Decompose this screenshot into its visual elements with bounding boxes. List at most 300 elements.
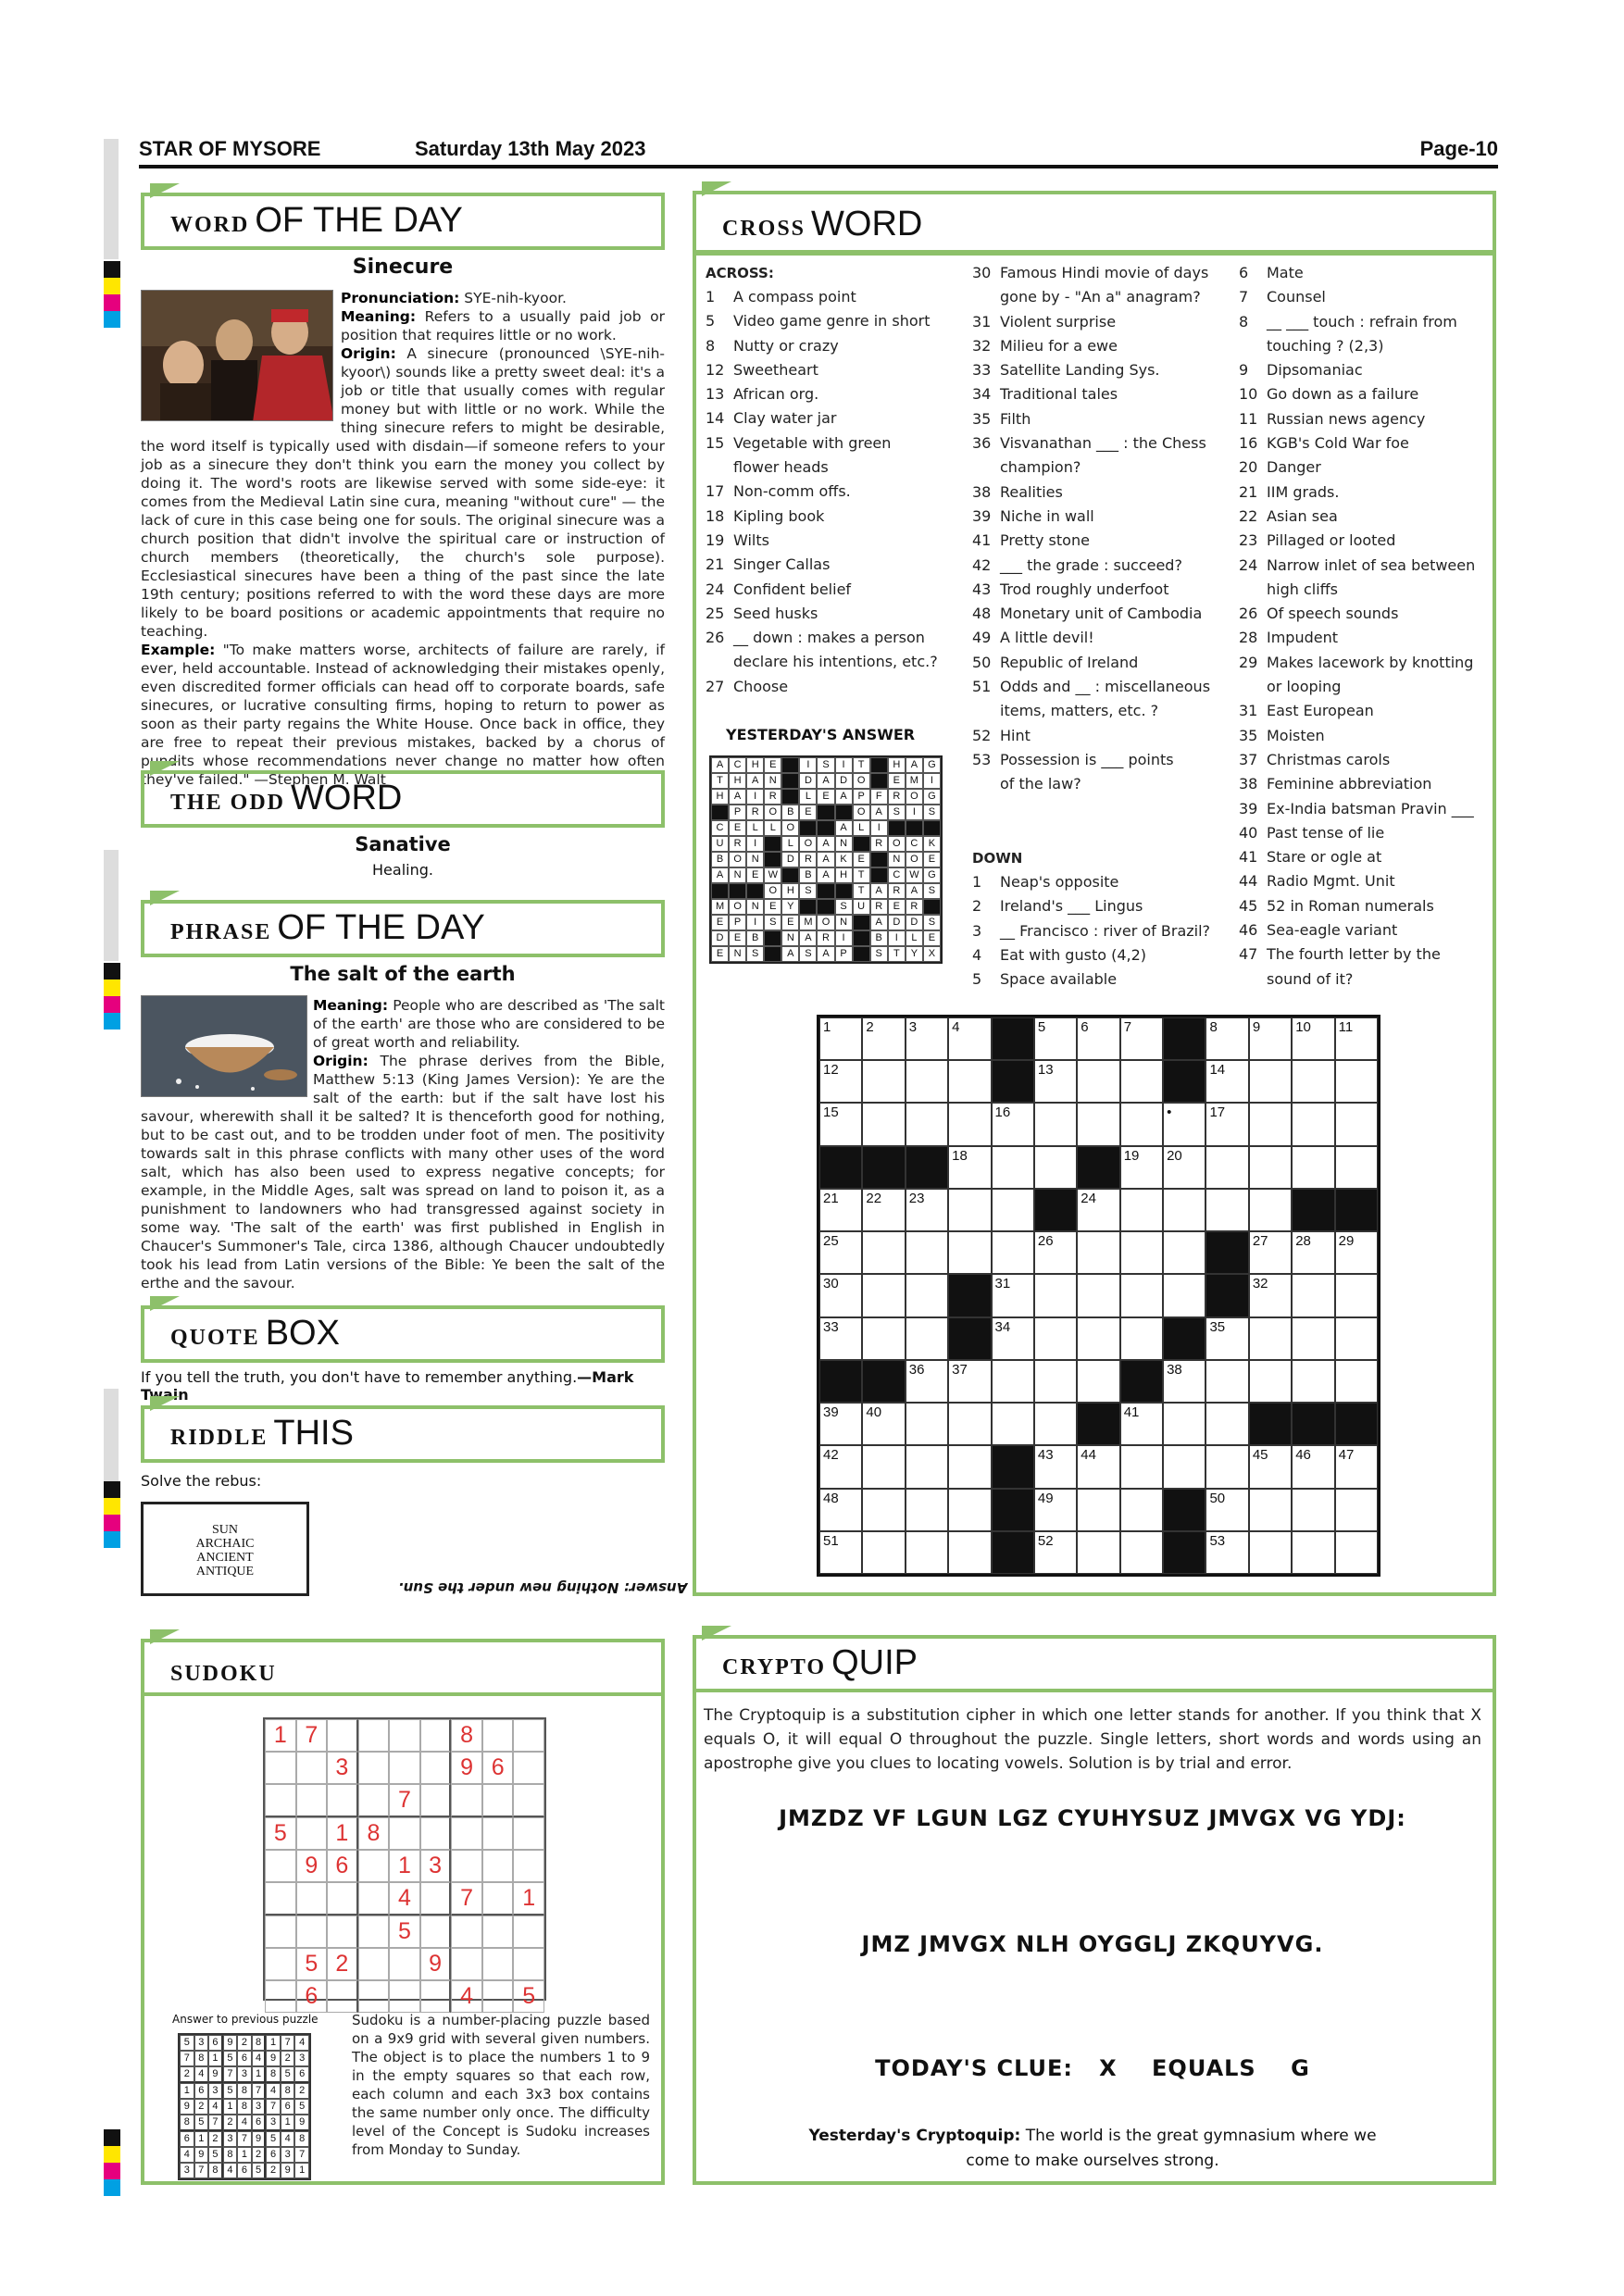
grid-cell[interactable] <box>1335 1489 1378 1531</box>
answer-cell: W <box>764 867 781 883</box>
grid-cell[interactable] <box>948 1403 991 1445</box>
sudoku-cell[interactable] <box>327 1915 358 1948</box>
clue-number: 1 <box>972 873 982 891</box>
grid-cell[interactable] <box>1292 1489 1334 1531</box>
grid-cell[interactable]: 6 <box>1077 1017 1119 1060</box>
grid-cell[interactable] <box>1120 1231 1163 1274</box>
clue-text: __ Francisco : river of Brazil? <box>1000 921 1211 940</box>
sudoku-cell[interactable] <box>420 1882 452 1915</box>
answer-cell: U <box>711 836 729 852</box>
sudoku-cell[interactable] <box>420 1719 452 1752</box>
clue <box>706 626 965 650</box>
sudoku-cell[interactable] <box>265 1882 296 1915</box>
quote-heading <box>141 1305 665 1363</box>
answer-cell <box>781 773 799 789</box>
grid-cell[interactable] <box>1335 1360 1378 1403</box>
sudoku-cell[interactable] <box>482 1980 514 2013</box>
grid-cell[interactable] <box>1292 1060 1334 1103</box>
grid-cell[interactable] <box>1034 1146 1077 1189</box>
answer-cell: 3 <box>252 2099 267 2115</box>
grid-cell[interactable]: 22 <box>862 1189 905 1231</box>
grid-cell[interactable] <box>906 1103 948 1145</box>
answer-cell: 9 <box>194 2147 209 2163</box>
sudoku-cell[interactable] <box>296 1784 328 1817</box>
sudoku-cell[interactable] <box>389 1752 420 1784</box>
black-square <box>992 1531 1034 1574</box>
sudoku-cell[interactable] <box>296 1915 328 1948</box>
grid-cell[interactable] <box>1034 1317 1077 1360</box>
sudoku-cell[interactable]: 7 <box>296 1719 328 1752</box>
grid-cell[interactable]: 8 <box>1206 1017 1248 1060</box>
grid-cell[interactable] <box>1292 1360 1334 1403</box>
sudoku-cell[interactable] <box>451 1850 482 1882</box>
grid-cell[interactable] <box>862 1531 905 1574</box>
grid-cell[interactable]: 11 <box>1335 1017 1378 1060</box>
grid-cell[interactable] <box>1292 1317 1334 1360</box>
answer-cell: 8 <box>294 2131 309 2147</box>
black-square <box>1120 1360 1163 1403</box>
clue <box>1239 334 1489 358</box>
sudoku-cell[interactable] <box>358 1784 390 1817</box>
grid-cell[interactable] <box>1120 1189 1163 1231</box>
grid-cell[interactable] <box>1206 1189 1248 1231</box>
sudoku-cell[interactable] <box>358 1882 390 1915</box>
sudoku-cell[interactable] <box>327 1882 358 1915</box>
grid-cell[interactable] <box>862 1489 905 1531</box>
grid-cell[interactable]: 5 <box>1034 1017 1077 1060</box>
grid-cell[interactable] <box>906 1060 948 1103</box>
black-square <box>1034 1189 1077 1231</box>
grid-cell[interactable] <box>992 1403 1034 1445</box>
answer-cell: 1 <box>208 2051 223 2066</box>
grid-cell[interactable] <box>1249 1060 1292 1103</box>
sudoku-cell[interactable]: 1 <box>513 1882 544 1915</box>
grid-cell[interactable]: 32 <box>1249 1274 1292 1316</box>
grid-cell[interactable]: 16 <box>992 1103 1034 1145</box>
sudoku-cell[interactable] <box>358 1850 390 1882</box>
sudoku-cell[interactable] <box>327 1719 358 1752</box>
down-clues-1 <box>972 870 1231 992</box>
grid-cell[interactable] <box>948 1231 991 1274</box>
grid-cell[interactable] <box>1292 1531 1334 1574</box>
sudoku-cell[interactable] <box>358 1948 390 1980</box>
grid-cell[interactable] <box>906 1403 948 1445</box>
grid-cell[interactable] <box>1292 1103 1334 1145</box>
grid-cell[interactable] <box>992 1146 1034 1189</box>
answer-cell: 5 <box>223 2051 238 2066</box>
grid-cell[interactable] <box>948 1531 991 1574</box>
answer-cell: L <box>853 820 870 836</box>
grid-cell[interactable] <box>1249 1317 1292 1360</box>
clue-text: 52 in Roman numerals <box>1267 896 1434 915</box>
grid-cell[interactable]: 18 <box>948 1146 991 1189</box>
grid-cell[interactable] <box>1077 1317 1119 1360</box>
grid-cell[interactable] <box>906 1231 948 1274</box>
clue-text: Possession is ___ points <box>1000 750 1174 768</box>
sudoku-cell[interactable] <box>513 1719 544 1752</box>
grid-cell[interactable]: 40 <box>862 1403 905 1445</box>
grid-cell[interactable] <box>1335 1274 1378 1316</box>
sudoku-cell[interactable] <box>327 1784 358 1817</box>
grid-cell[interactable]: 9 <box>1249 1017 1292 1060</box>
grid-cell[interactable]: 3 <box>906 1017 948 1060</box>
sudoku-cell[interactable] <box>389 1719 420 1752</box>
grid-cell[interactable] <box>1163 1231 1206 1274</box>
grid-cell[interactable] <box>1206 1360 1248 1403</box>
sudoku-cell[interactable]: 9 <box>451 1752 482 1784</box>
grid-cell[interactable] <box>1335 1060 1378 1103</box>
grid-cell[interactable] <box>948 1189 991 1231</box>
grid-cell[interactable]: 49 <box>1034 1489 1077 1531</box>
clue-text: Sweetheart <box>733 360 818 379</box>
grid-cell[interactable]: 27 <box>1249 1231 1292 1274</box>
sudoku-cell[interactable] <box>513 1817 544 1850</box>
grid-cell[interactable] <box>1077 1231 1119 1274</box>
sudoku-cell[interactable] <box>265 1850 296 1882</box>
grid-cell[interactable]: 21 <box>819 1189 862 1231</box>
clue <box>706 650 965 674</box>
grid-cell[interactable]: 26 <box>1034 1231 1077 1274</box>
sudoku-cell[interactable] <box>358 1980 390 2013</box>
sudoku-cell[interactable]: 5 <box>513 1980 544 2013</box>
clue-number: 15 <box>706 433 725 452</box>
grid-cell[interactable] <box>1335 1103 1378 1145</box>
clue <box>1239 699 1489 723</box>
sudoku-cell[interactable]: 1 <box>265 1719 296 1752</box>
grid-cell[interactable] <box>906 1531 948 1574</box>
grid-cell[interactable]: 38 <box>1163 1360 1206 1403</box>
grid-cell[interactable]: 1 <box>819 1017 862 1060</box>
sudoku-cell[interactable]: 4 <box>451 1980 482 2013</box>
grid-cell[interactable]: 29 <box>1335 1231 1378 1274</box>
sudoku-cell[interactable] <box>296 1882 328 1915</box>
grid-cell[interactable] <box>1249 1531 1292 1574</box>
grid-cell[interactable] <box>1163 1445 1206 1488</box>
answer-cell: D <box>906 915 923 930</box>
sudoku-cell[interactable] <box>513 1915 544 1948</box>
answer-cell: A <box>835 820 853 836</box>
grid-cell[interactable]: 25 <box>819 1231 862 1274</box>
grid-cell[interactable]: 48 <box>819 1489 862 1531</box>
clue <box>1239 724 1489 748</box>
grid-cell[interactable] <box>948 1103 991 1145</box>
grid-cell[interactable] <box>1120 1103 1163 1145</box>
grid-cell[interactable]: 47 <box>1335 1445 1378 1488</box>
grid-cell[interactable] <box>1034 1403 1077 1445</box>
sudoku-cell[interactable]: 1 <box>327 1817 358 1850</box>
grid-cell[interactable]: 4 <box>948 1017 991 1060</box>
grid-cell[interactable] <box>1206 1146 1248 1189</box>
grid-cell[interactable] <box>906 1317 948 1360</box>
grid-cell[interactable]: 46 <box>1292 1445 1334 1488</box>
sudoku-cell[interactable]: 5 <box>265 1817 296 1850</box>
grid-cell[interactable] <box>862 1445 905 1488</box>
grid-cell[interactable]: 20 <box>1163 1146 1206 1189</box>
sudoku-cell[interactable] <box>358 1719 390 1752</box>
crossword-grid[interactable] <box>817 1015 1380 1577</box>
grid-cell[interactable]: 50 <box>1206 1489 1248 1531</box>
answer-cell: E <box>799 805 817 820</box>
sudoku-cell[interactable] <box>358 1915 390 1948</box>
answer-cell: Y <box>906 946 923 962</box>
clue-text: touching ? (2,3) <box>1267 336 1384 355</box>
answer-cell: 1 <box>266 2035 281 2051</box>
grid-cell[interactable]: 33 <box>819 1317 862 1360</box>
sudoku-cell[interactable]: 3 <box>327 1752 358 1784</box>
grid-cell[interactable] <box>1249 1360 1292 1403</box>
grid-cell[interactable]: 12 <box>819 1060 862 1103</box>
answer-cell: R <box>870 836 888 852</box>
grid-cell[interactable] <box>1163 1189 1206 1231</box>
answer-cell: A <box>870 805 888 820</box>
grid-cell[interactable] <box>1120 1060 1163 1103</box>
sudoku-grid[interactable] <box>263 1717 546 2009</box>
sudoku-cell[interactable]: 7 <box>389 1784 420 1817</box>
grid-cell[interactable] <box>1249 1103 1292 1145</box>
clue-text: Past tense of lie <box>1267 823 1385 842</box>
grid-cell[interactable] <box>1249 1146 1292 1189</box>
clue-text: Moisten <box>1267 726 1325 744</box>
grid-cell[interactable] <box>1077 1103 1119 1145</box>
grid-cell[interactable]: 10 <box>1292 1017 1334 1060</box>
answer-cell: E <box>729 820 746 836</box>
clue-number: 47 <box>1239 945 1258 964</box>
sudoku-cell[interactable] <box>296 1817 328 1850</box>
sudoku-cell[interactable] <box>420 1817 452 1850</box>
sudoku-cell[interactable] <box>482 1817 514 1850</box>
yesterday-cryptoquip <box>806 2124 1380 2174</box>
sudoku-cell[interactable] <box>482 1915 514 1948</box>
grid-cell[interactable]: 24 <box>1077 1189 1119 1231</box>
grid-cell[interactable] <box>1034 1360 1077 1403</box>
grid-cell[interactable] <box>1206 1403 1248 1445</box>
grid-cell[interactable] <box>1120 1489 1163 1531</box>
grid-cell[interactable] <box>1034 1274 1077 1316</box>
grid-cell[interactable] <box>1077 1489 1119 1531</box>
clue <box>972 967 1231 992</box>
grid-cell[interactable] <box>992 1231 1034 1274</box>
grid-cell[interactable]: 13 <box>1034 1060 1077 1103</box>
grid-cell[interactable]: 19 <box>1120 1146 1163 1189</box>
answer-cell: N <box>746 899 764 915</box>
sudoku-cell[interactable]: 7 <box>451 1882 482 1915</box>
clue-number: 29 <box>1239 653 1258 671</box>
answer-cell <box>711 883 729 899</box>
grid-cell[interactable]: 31 <box>992 1274 1034 1316</box>
sudoku-cell[interactable]: 4 <box>389 1882 420 1915</box>
grid-cell[interactable]: 14 <box>1206 1060 1248 1103</box>
grid-cell[interactable]: 42 <box>819 1445 862 1488</box>
clue-number: 38 <box>972 482 992 501</box>
grid-cell[interactable] <box>906 1445 948 1488</box>
answer-cell: M <box>711 899 729 915</box>
grid-cell[interactable]: 2 <box>862 1017 905 1060</box>
answer-cell: 6 <box>281 2099 295 2115</box>
grid-cell[interactable] <box>948 1489 991 1531</box>
answer-cell: I <box>923 773 941 789</box>
sudoku-cell[interactable]: 8 <box>451 1719 482 1752</box>
answer-cell: 9 <box>294 2115 309 2131</box>
sudoku-cell[interactable] <box>265 1784 296 1817</box>
grid-cell[interactable]: 43 <box>1034 1445 1077 1488</box>
black-square <box>1249 1403 1292 1445</box>
grid-cell[interactable] <box>992 1189 1034 1231</box>
grid-cell[interactable]: 36 <box>906 1360 948 1403</box>
answer-cell: O <box>906 852 923 867</box>
grid-cell[interactable] <box>1335 1317 1378 1360</box>
grid-cell[interactable]: 17 <box>1206 1103 1248 1145</box>
clue-text: A little devil! <box>1000 629 1094 647</box>
sudoku-cell[interactable] <box>482 1850 514 1882</box>
answer-cell: S <box>799 883 817 899</box>
grid-cell[interactable] <box>1077 1274 1119 1316</box>
sudoku-cell[interactable] <box>513 1948 544 1980</box>
answer-cell: 9 <box>252 2131 267 2147</box>
grid-cell[interactable]: 7 <box>1120 1017 1163 1060</box>
grid-cell[interactable] <box>1163 1403 1206 1445</box>
grid-cell[interactable] <box>862 1317 905 1360</box>
sudoku-cell[interactable] <box>389 1817 420 1850</box>
clue <box>972 943 1231 967</box>
sudoku-cell[interactable]: 2 <box>327 1948 358 1980</box>
grid-cell[interactable] <box>1292 1274 1334 1316</box>
grid-cell[interactable] <box>862 1231 905 1274</box>
sudoku-cell[interactable]: 6 <box>327 1850 358 1882</box>
sudoku-cell[interactable] <box>451 1784 482 1817</box>
sudoku-cell[interactable] <box>451 1948 482 1980</box>
sudoku-cell[interactable] <box>389 1980 420 2013</box>
grid-cell[interactable] <box>992 1360 1034 1403</box>
grid-cell[interactable] <box>1077 1060 1119 1103</box>
grid-cell[interactable]: 35 <box>1206 1317 1248 1360</box>
grid-cell[interactable] <box>1034 1103 1077 1145</box>
clue-number: 31 <box>1239 702 1258 720</box>
sudoku-cell[interactable]: 6 <box>296 1980 328 2013</box>
sudoku-cell[interactable] <box>358 1752 390 1784</box>
sudoku-cell[interactable]: 5 <box>389 1915 420 1948</box>
grid-cell[interactable] <box>948 1445 991 1488</box>
grid-cell[interactable]: 39 <box>819 1403 862 1445</box>
grid-cell[interactable]: 51 <box>819 1531 862 1574</box>
sudoku-cell[interactable] <box>451 1915 482 1948</box>
clue <box>972 919 1231 943</box>
sudoku-cell[interactable] <box>389 1948 420 1980</box>
sudoku-cell[interactable]: 3 <box>420 1850 452 1882</box>
grid-cell[interactable]: 28 <box>1292 1231 1334 1274</box>
sudoku-cell[interactable] <box>482 1948 514 1980</box>
grid-cell[interactable] <box>1292 1146 1334 1189</box>
grid-cell[interactable] <box>906 1274 948 1316</box>
grid-cell[interactable] <box>1120 1274 1163 1316</box>
answer-cell: H <box>746 757 764 773</box>
sudoku-cell[interactable] <box>513 1850 544 1882</box>
sudoku-cell[interactable] <box>420 1915 452 1948</box>
grid-cell[interactable] <box>862 1103 905 1145</box>
answer-cell: 5 <box>180 2035 194 2051</box>
sudoku-cell[interactable] <box>420 1752 452 1784</box>
margin-strip <box>104 139 119 259</box>
sudoku-cell[interactable] <box>265 1980 296 2013</box>
grid-cell[interactable] <box>1249 1189 1292 1231</box>
clue-text: __ ___ touch : refrain from <box>1267 312 1457 331</box>
sudoku-cell[interactable] <box>420 1784 452 1817</box>
grid-cell[interactable] <box>1120 1317 1163 1360</box>
sudoku-cell[interactable] <box>451 1817 482 1850</box>
answer-cell: T <box>853 883 870 899</box>
sudoku-cell[interactable] <box>296 1752 328 1784</box>
sudoku-cell[interactable]: 5 <box>296 1948 328 1980</box>
grid-cell[interactable] <box>1077 1360 1119 1403</box>
grid-cell[interactable]: 23 <box>906 1189 948 1231</box>
grid-cell[interactable] <box>1335 1531 1378 1574</box>
heading-big: THIS <box>273 1414 354 1453</box>
grid-cell[interactable]: 30 <box>819 1274 862 1316</box>
sudoku-cell[interactable] <box>513 1752 544 1784</box>
riddle-prompt: Solve the rebus: <box>141 1472 262 1490</box>
grid-cell[interactable]: 44 <box>1077 1445 1119 1488</box>
clue <box>972 602 1231 626</box>
answer-cell: D <box>781 852 799 867</box>
clue <box>1239 505 1489 529</box>
grid-cell[interactable] <box>1163 1274 1206 1316</box>
grid-cell[interactable]: 45 <box>1249 1445 1292 1488</box>
answer-cell: 7 <box>223 2066 238 2083</box>
grid-cell[interactable] <box>1120 1531 1163 1574</box>
sudoku-cell[interactable] <box>482 1719 514 1752</box>
black-square <box>1335 1189 1378 1231</box>
grid-cell[interactable] <box>1249 1489 1292 1531</box>
sudoku-cell[interactable] <box>420 1980 452 2013</box>
answer-cell: 6 <box>294 2066 309 2083</box>
grid-cell[interactable] <box>948 1060 991 1103</box>
answer-cell: 5 <box>281 2066 295 2083</box>
grid-cell[interactable] <box>1077 1531 1119 1574</box>
sudoku-cell[interactable] <box>327 1980 358 2013</box>
grid-cell[interactable]: 34 <box>992 1317 1034 1360</box>
sudoku-cell[interactable]: 8 <box>358 1817 390 1850</box>
clue <box>1239 626 1489 650</box>
clue-text: Seed husks <box>733 604 818 622</box>
heading-small: SUDOKU <box>170 1662 277 1686</box>
grid-cell[interactable]: 15 <box>819 1103 862 1145</box>
sudoku-cell[interactable]: 6 <box>482 1752 514 1784</box>
clue-text: Singer Callas <box>733 555 831 574</box>
clue <box>972 578 1231 602</box>
grid-cell[interactable]: 41 <box>1120 1403 1163 1445</box>
grid-cell[interactable] <box>1120 1445 1163 1488</box>
grid-cell[interactable]: 52 <box>1034 1531 1077 1574</box>
grid-cell[interactable] <box>862 1274 905 1316</box>
sudoku-cell[interactable] <box>265 1948 296 1980</box>
grid-cell[interactable] <box>1206 1445 1248 1488</box>
sudoku-cell[interactable] <box>265 1915 296 1948</box>
sudoku-cell[interactable] <box>482 1784 514 1817</box>
sudoku-cell[interactable] <box>513 1784 544 1817</box>
sudoku-cell[interactable] <box>482 1882 514 1915</box>
grid-cell[interactable] <box>1335 1146 1378 1189</box>
label: Pronunciation: <box>341 290 460 306</box>
grid-cell[interactable] <box>906 1489 948 1531</box>
grid-cell[interactable] <box>862 1060 905 1103</box>
clue-text: Counsel <box>1267 288 1326 306</box>
sudoku-cell[interactable] <box>265 1752 296 1784</box>
sudoku-cell[interactable]: 9 <box>296 1850 328 1882</box>
grid-cell[interactable]: 53 <box>1206 1531 1248 1574</box>
grid-cell[interactable]: • <box>1163 1103 1206 1145</box>
sudoku-cell[interactable]: 1 <box>389 1850 420 1882</box>
grid-cell[interactable]: 37 <box>948 1360 991 1403</box>
sudoku-cell[interactable]: 9 <box>420 1948 452 1980</box>
